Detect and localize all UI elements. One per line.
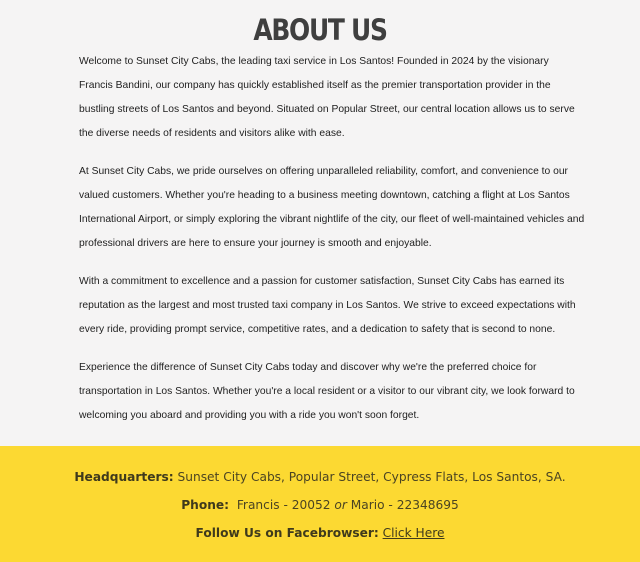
page-title: ABOUT US [253,13,387,47]
about-paragraph-1: Welcome to Sunset City Cabs, the leading taxi service in Los Santos! Founded in 2024 by the visionary Francis Bandini, our company has quickly established itself as the premier transportation provider in the bustling streets of Los Santos and beyond. Situated on Popular Street, our central location allows us to serve the diverse needs of residents and visitors alike with ease. [79,56,575,139]
phone-number-francis: Francis - 20052 [236,498,331,512]
phone-number-mario: Mario - 22348695 [350,498,459,512]
about-body [79,50,585,442]
headquarters-address: Sunset City Cabs, Popular Street, Cypress Flats, Los Santos, SA. [177,470,566,484]
phone-separator: or [334,498,347,512]
headquarters-label: Headquarters: [74,470,174,484]
about-paragraph-2: At Sunset City Cabs, we pride ourselves on offering unparalleled reliability, comfort, and convenience to our valued customers. Whether you're heading to a business meeting downtown, catching a flight at Los Santos International Airport, or simply exploring the vibrant nightlife of the city, our fleet of well-maintained vehicles and professional drivers are here to ensure your journey is smooth and enjoyable. [79,166,585,249]
headquarters-line [0,468,640,486]
phone-label: Phone: [181,498,230,512]
about-paragraph-3: With a commitment to excellence and a passion for customer satisfaction, Sunset City Cabs has earned its reputation as the largest and most trusted taxi company in Los Santos. We strive to exceed expectations with every ride, providing prompt service, competitive rates, and a dedication to safety that is second to none. [79,276,576,335]
social-line [0,524,640,542]
facebrowser-link[interactable]: Click Here [382,526,445,540]
phone-line [0,496,640,514]
social-label: Follow Us on Facebrowser: [195,526,379,540]
about-paragraph-4: Experience the difference of Sunset City Cabs today and discover why we're the preferred choice for transportation in Los Santos. Whether you're a local resident or a visitor to our vibrant city, we look forward to welcoming you aboard and providing you with a ride you won't soon forget. [79,362,575,421]
contact-footer [0,446,640,562]
